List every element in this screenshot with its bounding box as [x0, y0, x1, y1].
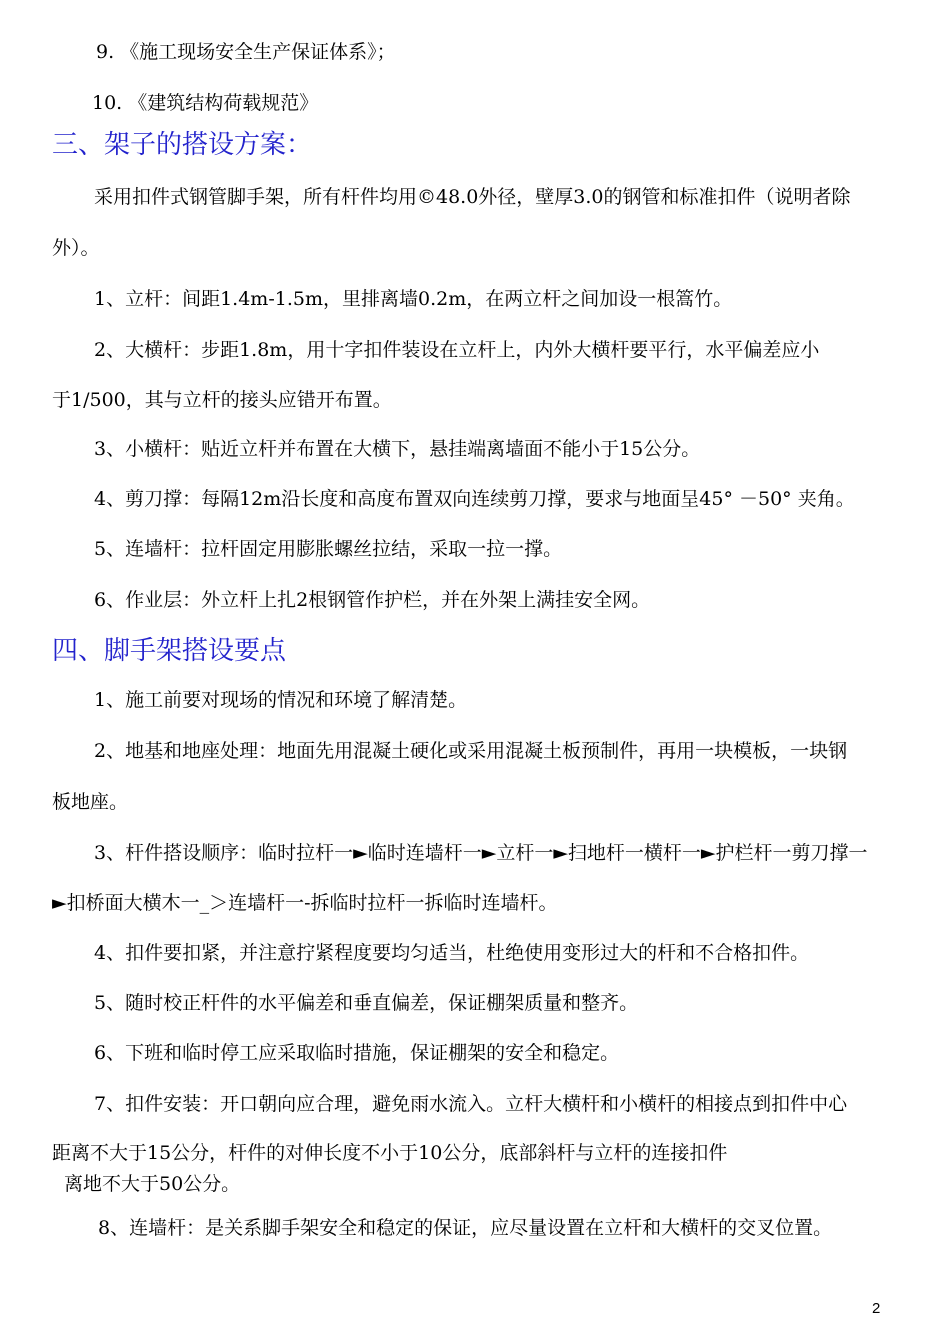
list-item: 4、剪刀撑：每隔12m沿长度和高度布置双向连续剪刀撑，要求与地面呈45° －50° 夹角。	[94, 488, 855, 510]
list-item-continuation: 板地座。	[52, 791, 129, 813]
list-item: 2、地基和地座处理：地面先用混凝土硬化或采用混凝土板预制件，再用一块模板，一块钢	[94, 740, 848, 762]
section-heading-4: 四、脚手架搭设要点	[52, 636, 287, 666]
list-item: 5、随时校正杆件的水平偏差和垂直偏差，保证棚架质量和整齐。	[94, 992, 639, 1014]
section-heading-3: 三、架子的搭设方案：	[52, 130, 313, 160]
list-item: 1、立杆：间距1.4m-1.5m，里排离墙0.2m，在两立杆之间加设一根篙竹。	[94, 288, 733, 310]
list-item: 4、扣件要扣紧，并注意拧紧程度要均匀适当，杜绝使用变形过大的杆和不合格扣件。	[94, 942, 810, 964]
list-item: 6、作业层：外立杆上扎2根钢管作护栏，并在外架上满挂安全网。	[94, 589, 651, 611]
reference-item: 10. 《建筑结构荷载规范》	[92, 92, 319, 114]
list-item-continuation: 离地不大于50公分。	[64, 1173, 241, 1195]
list-item-continuation: ►扣桥面大横木一_＞连墙杆一-拆临时拉杆一拆临时连墙杆。	[52, 892, 558, 914]
list-item: 8、连墙杆：是关系脚手架安全和稳定的保证，应尽量设置在立杆和大横杆的交叉位置。	[98, 1217, 833, 1239]
list-item: 3、杆件搭设顺序：临时拉杆一►临时连墙杆一►立杆一►扫地杆一横杆一►护栏杆一剪刀撑一	[94, 842, 868, 864]
paragraph-line: 外）。	[52, 237, 100, 259]
list-item: 6、下班和临时停工应采取临时措施，保证棚架的安全和稳定。	[94, 1042, 620, 1064]
list-item: 7、扣件安装：开口朝向应合理，避免雨水流入。立杆大横杆和小横杆的相接点到扣件中心	[94, 1093, 848, 1115]
list-item: 5、连墙杆：拉杆固定用膨胀螺丝拉结，采取一拉一撑。	[94, 538, 563, 560]
page-number: 2	[872, 1300, 881, 1317]
list-item: 2、大横杆：步距1.8m，用十字扣件装设在立杆上，内外大横杆要平行，水平偏差应小	[94, 339, 820, 361]
list-item: 1、施工前要对现场的情况和环境了解清楚。	[94, 689, 468, 711]
paragraph-line: 采用扣件式钢管脚手架，所有杆件均用©48.0外径，壁厚3.0的钢管和标准扣件（说明者除	[94, 186, 851, 208]
list-item-continuation: 于1/500，其与立杆的接头应错开布置。	[52, 389, 392, 411]
list-item: 3、小横杆：贴近立杆并布置在大横下，悬挂端离墙面不能小于15公分。	[94, 438, 701, 460]
reference-item: 9. 《施工现场安全生产保证体系》；	[96, 41, 396, 63]
list-item-continuation: 距离不大于15公分，杆件的对伸长度不小于10公分，底部斜杆与立杆的连接扣件	[52, 1142, 728, 1164]
